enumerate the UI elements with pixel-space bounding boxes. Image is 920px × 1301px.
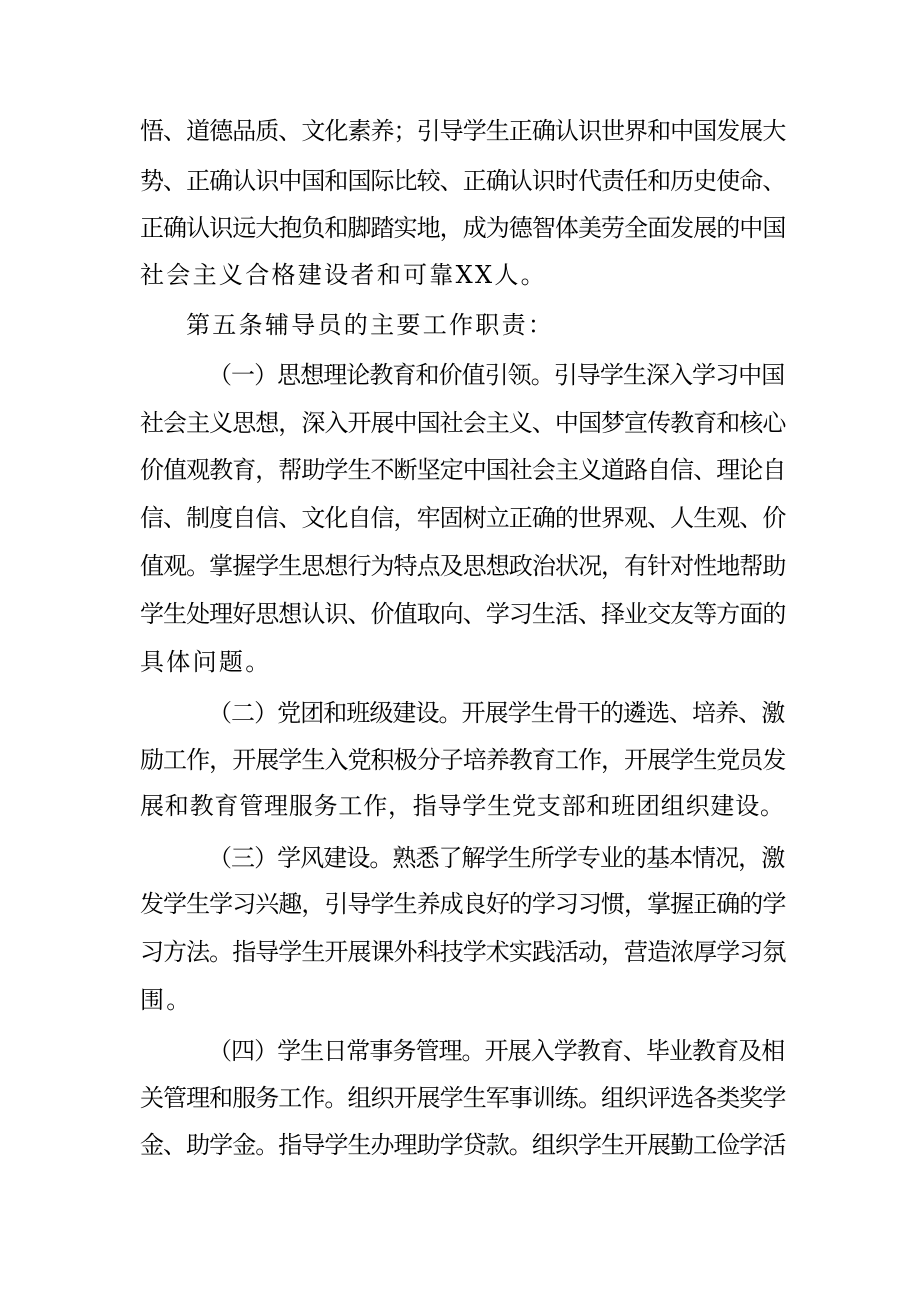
section-heading-4: （四）学生日常事务管理。开展入学教育、毕业教育及相 [208,1037,785,1065]
text-line: 展和教育管理服务工作，指导学生党支部和班团组织建设。 [140,792,785,820]
text-line: 社会主义合格建设者和可靠XX人。 [140,261,547,289]
text-line: 具体问题。 [140,648,272,676]
text-line: 习方法。指导学生开展课外科技学术实践活动，营造浓厚学习氛 [140,938,786,966]
text-line: 势、正确认识中国和国际比较、正确认识时代责任和历史使命、 [140,167,786,195]
text-line: 金、助学金。指导学生办理助学贷款。组织学生开展勤工俭学活 [140,1131,786,1159]
section-heading-1: （一）思想理论教育和价值引领。引导学生深入学习中国 [208,361,785,389]
text-line: 关管理和服务工作。组织开展学生军事训练。组织评选各类奖学 [140,1084,786,1112]
text-line: 励工作，开展学生入党积极分子培养教育工作，开展学生党员发 [140,746,786,774]
section-heading-3: （三）学风建设。熟悉了解学生所学专业的基本情况，激 [208,844,785,872]
article-heading: 第五条辅导员的主要工作职责： [186,311,555,339]
text-line: 价值观教育，帮助学生不断坚定中国社会主义道路自信、理论自 [140,456,786,484]
text-line: 值观。掌握学生思想行为特点及思想政治状况，有针对性地帮助 [140,552,786,580]
text-line: 学生处理好思想认识、价值取向、学习生活、择业交友等方面的 [140,600,786,628]
text-line: 发学生学习兴趣，引导学生养成良好的学习习惯，掌握正确的学 [140,890,786,918]
section-heading-2: （二）党团和班级建设。开展学生骨干的遴选、培养、激 [208,699,785,727]
text-line: 社会主义思想，深入开展中国社会主义、中国梦宣传教育和核心 [140,409,786,437]
text-line: 正确认识远大抱负和脚踏实地，成为德智体美劳全面发展的中国 [140,214,786,242]
text-line: 信、制度自信、文化自信，牢固树立正确的世界观、人生观、价 [140,504,786,532]
text-line: 悟、道德品质、文化素养；引导学生正确认识世界和中国发展大 [140,117,786,145]
text-line: 围。 [140,986,193,1014]
